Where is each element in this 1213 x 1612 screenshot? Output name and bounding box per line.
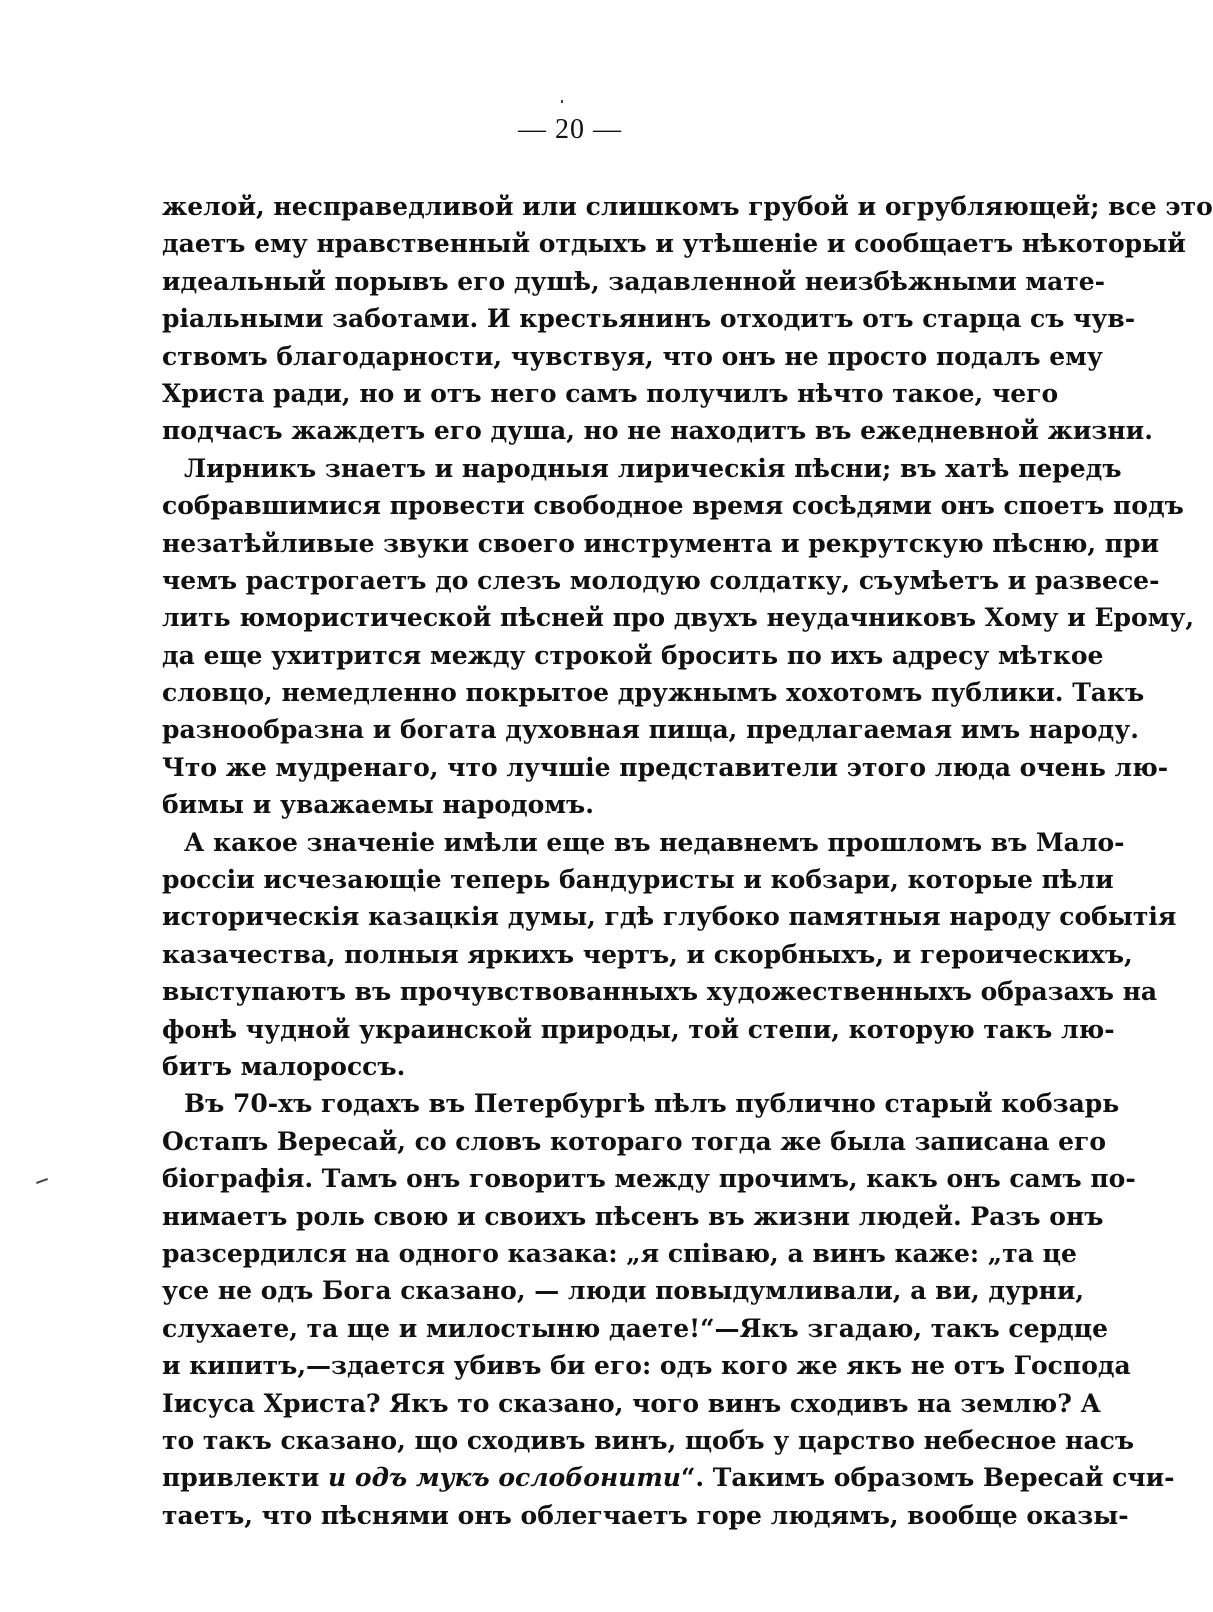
text-line: идеальный порывъ его душѣ, задавленной неизбѣжными мате- [162,266,1106,296]
text-line: слухаете, та ще и милостыню даете!“—Якъ згадаю, такъ сердце [162,1313,1109,1343]
text-line: разсердился на одного казака: „я співаю, а винъ каже: „та це [162,1238,1077,1268]
text-line: желой, несправедливой или слишкомъ грубой и огрубляющей; все это [162,192,1213,221]
text-line: ріальными заботами. И крестьянинъ отходитъ отъ старца съ чув- [162,304,1136,334]
text-line: Лирникъ знаетъ и народныя лирическія пѣсни; въ хатѣ передъ [184,453,1122,483]
scan-speck [561,100,563,103]
text-line: Что же мудренаго, что лучшіе представители этого люда очень лю- [162,752,1169,782]
text-line: битъ малороссъ. [162,1051,406,1081]
italic-quote: и одъ мукъ ослобонити [328,1463,681,1493]
text-line: Остапъ Вересай, со словъ котораго тогда же была записана его [162,1126,1106,1156]
body-text [162,188,1213,1534]
text-line: разнообразна и богата духовная пища, предлагаемая имъ народу. [162,715,1139,745]
text-span: “. Такимъ образомъ Вересай счи- [680,1463,1175,1493]
text-line: незатѣйливые звуки своего инструмента и рекрутскую пѣсню, при [162,528,1160,558]
text-line: словцо, немедленно покрытое дружнымъ хохотомъ публики. Такъ [162,678,1145,708]
text-line: фонѣ чудной украинской природы, той степи, которую такъ лю- [162,1014,1115,1044]
scan-speck [36,1178,48,1184]
text-line: россіи исчезающіе теперь бандуристы и кобзари, которые пѣли [162,865,1114,895]
text-line: ствомъ благодарности, чувствуя, что онъ не просто подалъ ему [162,341,1103,371]
text-span: привлекти [162,1463,329,1493]
text-line: таетъ, что пѣснями онъ облегчаетъ горе людямъ, вообще оказы- [162,1500,1129,1530]
text-line: подчасъ жаждетъ его душа, но не находитъ въ ежедневной жизни. [162,416,1153,446]
text-line: и кипитъ,—здается убивъ би его: одъ кого же якъ не отъ Господа [162,1351,1131,1381]
text-line: да еще ухитрится между строкой бросить по ихъ адресу мѣткое [162,640,1104,670]
text-line: чемъ растрогаетъ до слезъ молодую солдатку, съумѣетъ и развесе- [162,565,1160,595]
text-line: Іисуса Христа? Якъ то сказано, чого винъ сходивъ на землю? А [162,1388,1101,1418]
text-line: казачества, полныя яркихъ чертъ, и скорбныхъ, и героическихъ, [162,939,1133,969]
text-line: усе не одъ Бога сказано, — люди повыдумливали, а ви, дурни, [162,1276,1085,1306]
text-line: біографія. Тамъ онъ говоритъ между прочимъ, какъ онъ самъ по- [162,1164,1136,1194]
text-line: Христа ради, но и отъ него самъ получилъ нѣчто такое, чего [162,378,1059,408]
text-line: А какое значеніе имѣли еще въ недавнемъ прошломъ въ Мало- [184,827,1125,857]
text-line: бимы и уважаемы народомъ. [162,790,594,820]
text-line: даетъ ему нравственный отдыхъ и утѣшеніе и сообщаетъ нѣкоторый [162,229,1186,259]
text-line: нимаетъ роль свою и своихъ пѣсенъ въ жизни людей. Разъ онъ [162,1201,1104,1231]
text-line: историческія казацкія думы, гдѣ глубоко памятныя народу событія [162,902,1177,932]
text-line: то такъ сказано, що сходивъ винъ, щобъ у царство небесное насъ [162,1425,1135,1455]
text-line: собравшимися провести свободное время сосѣдями онъ споетъ подъ [162,491,1184,521]
page-number: — 20 — [518,114,622,145]
text-line-with-italic [162,1459,1175,1496]
text-line: выступаютъ въ прочувствованныхъ художественныхъ образахъ на [162,977,1158,1007]
text-line: лить юмористической пѣсней про двухъ неудачниковъ Хому и Ерому, [162,603,1195,633]
text-line: Въ 70-хъ годахъ въ Петербургѣ пѣлъ публично старый кобзарь [184,1089,1120,1119]
